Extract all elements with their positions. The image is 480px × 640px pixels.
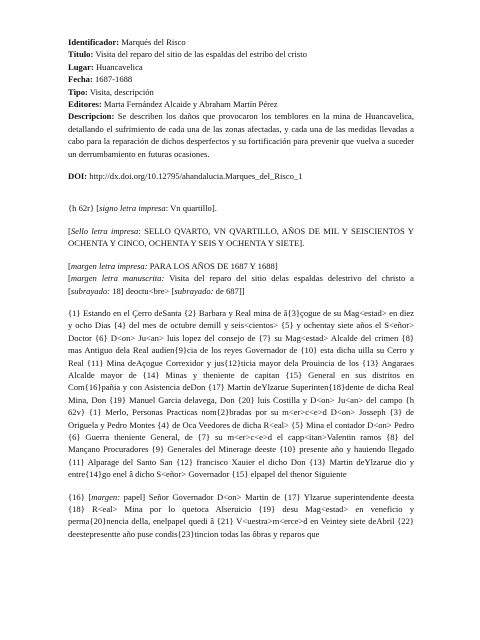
descripcion-value: Se describen los daños que provocaron los temblores en la mina de Huancavelica, detallando el sufrimiento de cada una de las zonas afectadas, y cada una de las medidas llevadas a cabo para la reparación de dichos desperfectos y su fortificación para prevenir que vuelva a suceder un derrumbamiento en futuras ocasiones. (68, 111, 414, 159)
main-transcription-paragraph: {1} Estando en el Çerro deSanta {2} Barbara y Real mina de â{3}çogue de su Mag<estad> en diez y ocho Dias {4} del mes de octubre demill y seis<cientos> {5} y ochentay siete años el S<eñor> Doctor {6} D<on> Ju<an> luis lopez del consejo de {7} su Mag<estad> Alcalde del crimen {8} mas Antiguo dela Real audien{9}cia de los reyes Governador de {10} esta dicha uilla su Cerro y Real {11} Mina deAçogue Correxidor y jus{12}ticia mayor dela Prouincia de los {13} Angaraes Alcalde mayor de {14} Minas y theniente de capitan {15} General en sus distritos en Com{16}pañia y con Asistencia deDon {17} Martin deYlzarue Superinten{18}dente de dicha Real Mina, Don {19} Manuel Garcia delavega, Don {20} luis Costilla y D<on> Ju<an> del campo {h 62v} {1} Merlo, Personas Practicas nom{2}bradas por su m<er>c<e>d D<on> Josseph {3} de Origuela y Pedro Montes {4} de Oca Veedores de dicha R<eal> {5} Mina el contador D<on> Pedro {6} Guerra theniente General, de {7} su m<er>c<e>d el capp<itan>Valentin ramos {8} del Mançano Procuradores {9} Generales del Minerage deeste {10} presente año y hauiendo llegado {11} Alparage del Santo San {12} francisco Xauier el dicho Don {13} Martin deYlzarue dio y entre{14}go enel â dicho S<eñor> Governador {15} elpapel del thenor Siguiente (68, 307, 414, 480)
lugar-value: Huancavelica (95, 61, 143, 72)
margin-notes-paragraph (68, 260, 414, 297)
text-run: : Vn quartillo]. (165, 203, 217, 214)
text-run: [ (68, 273, 71, 284)
italic-note: margen letra manuscrita: (70, 273, 165, 284)
identificador-line (68, 36, 414, 48)
italic-note: Sello letra impresa (70, 225, 139, 236)
text-run: : SELLO QVARTO, VN QVARTILLO, AÑOS DE MIL Y SEISCIENTOS Y OCHENTA Y CINCO, OCHENTA Y SEIS Y OCHENTA Y SIETE]. (68, 225, 414, 249)
titulo-value: Visita del reparo del sitio de las espaldas del estribo del cristo (95, 49, 307, 60)
titulo-label: Título: (68, 49, 94, 60)
text-run: papel] Señor Governador D<on> Martin de {17} Ylzarue superintendente deesta {18} R<eal> Mina por lo quetoca Alseruicio {19} desu Mag<estad> en veneficio y perma{20}nencia della, enelpapel quedi â {21} V<uestra>m<erce>d en Veintey siete deAbril {22} deestepresentte año puse condis{23}tincion todas las ôbras y reparos que (68, 491, 414, 539)
text-run: {h 62r} [ (68, 203, 100, 214)
metadata-block (68, 36, 414, 182)
italic-note: signo letra impresa (99, 203, 166, 214)
text-run: de 687]] (213, 285, 245, 296)
folio-marker-paragraph (68, 202, 414, 214)
identificador-label: Identificador: (68, 37, 120, 47)
editores-label: Editores: (68, 99, 102, 110)
tipo-line (68, 86, 414, 98)
tipo-value: Visita, descripción (89, 86, 154, 97)
descripcion-label: Descripcion: (68, 111, 115, 122)
doi-link[interactable]: http://dx.doi.org/10.12795/ahandalucia.Marques_del_Risco_1 (89, 171, 303, 182)
fecha-line (68, 73, 414, 85)
document-page (68, 36, 414, 540)
italic-note: subrayado: (70, 285, 111, 296)
papel-paragraph (68, 491, 414, 541)
italic-note: margen letra impresa: (70, 260, 148, 271)
seal-paragraph (68, 225, 414, 250)
fecha-value: 1687-1688 (94, 74, 133, 85)
titulo-line (68, 48, 414, 60)
transcription (68, 202, 414, 540)
italic-note: subrayado: (174, 285, 214, 296)
identificador-value: Marqués del Risco (121, 37, 186, 47)
text-run: [ (68, 260, 71, 271)
lugar-label: Lugar: (68, 61, 94, 72)
editores-line (68, 98, 414, 110)
descripcion-line (68, 110, 414, 160)
lugar-line (68, 61, 414, 73)
text-run: 18] deoctu<bre> [ (110, 285, 175, 296)
italic-note: margen: (91, 491, 121, 502)
text-run: Visita del reparo del sitio delas espaldas delestrivo del christo a [ (68, 273, 414, 296)
doi-line (68, 170, 414, 182)
text-run: [ (68, 225, 71, 236)
doi-label: DOI: (68, 171, 88, 182)
fecha-label: Fecha: (68, 74, 93, 85)
text-run: {16} [ (68, 491, 92, 502)
tipo-label: Tipo: (68, 86, 88, 97)
editores-value: Marta Fernández Alcaide y Abraham Martín Pérez (103, 99, 278, 110)
text-run: PARA LOS AÑOS DE 1687 Y 1688] (147, 260, 278, 271)
